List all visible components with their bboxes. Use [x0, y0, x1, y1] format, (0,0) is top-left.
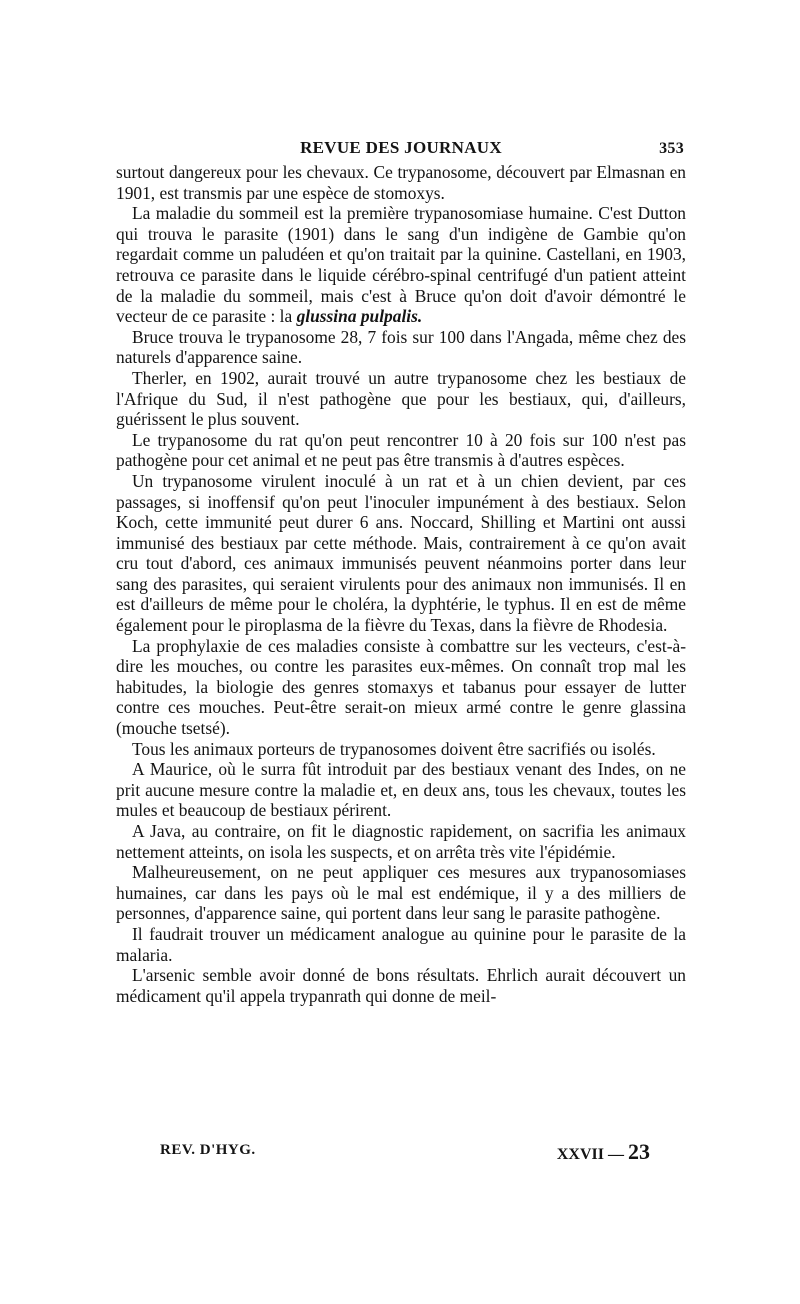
text-segment: Tous les animaux porteurs de trypanosomes doivent être sacrifiés ou isolés.	[132, 738, 656, 759]
paragraph	[116, 965, 686, 1006]
paragraph	[116, 368, 686, 430]
body-text	[116, 162, 686, 1006]
journal-abbreviation: REV. D'HYG.	[160, 1142, 256, 1158]
paragraph	[116, 821, 686, 862]
text-segment: La prophylaxie de ces maladies consiste à combattre sur les vecteurs, c'est-à-dire les mouches, ou contre les parasites eux-mêmes. On connaît trop mal les habitudes, la biologie des genres stomaxys et tabanus pour essayer de lutter contre ces mouches. Peut-être serait-on mieux armé contre le genre glassina (mouche tsetsé).	[116, 635, 686, 739]
page-number: 353	[659, 140, 684, 157]
text-segment: Malheureusement, on ne peut appliquer ces mesures aux trypanosomiases humaines, car dans les pays où le mal est endémique, il y a des milliers de personnes, d'apparence saine, qui portent dans leur sang le parasite pathogène.	[116, 862, 686, 924]
text-segment: Bruce trouva le trypanosome 28, 7 fois sur 100 dans l'Angada, même chez des naturels d'apparence saine.	[116, 326, 686, 368]
page	[116, 134, 686, 1006]
signature-number: 23	[628, 1139, 650, 1164]
paragraph	[116, 162, 686, 203]
paragraph	[116, 327, 686, 368]
text-segment: Il faudrait trouver un médicament analogue au quinine pour le parasite de la malaria.	[116, 923, 686, 965]
text-segment: A Maurice, où le surra fût introduit par des bestiaux venant des Indes, on ne prit aucune mesure contre la maladie et, en deux ans, tous les chevaux, toutes les mules et beaucoup de bestiaux périrent.	[116, 759, 686, 821]
text-segment: La maladie du sommeil est la première trypanosomiase humaine. C'est Dutton qui trouva le parasite (1901) dans le sang d'un indigène de Gambie qu'on regardait comme un paludéen et qu'on traitait par la quinine. Castellani, en 1903, retrouva ce parasite dans le liquide cérébro-spinal centrifugé d'un patient atteint de la maladie du sommeil, mais c'est à Bruce qu'on doit d'avoir démontré le vecteur de ce parasite : la	[116, 203, 686, 327]
text-segment: L'arsenic semble avoir donné de bons résultats. Ehrlich aurait découvert un médicament qu'il appela trypanrath qui donne de meil-	[116, 965, 686, 1006]
text-segment: A Java, au contraire, on fit le diagnostic rapidement, on sacrifia les animaux nettement atteints, on isola les suspects, et on arrêta très vite l'épidémie.	[116, 821, 686, 862]
paragraph	[116, 430, 686, 471]
text-segment: Therler, en 1902, aurait trouvé un autre trypanosome chez les bestiaux de l'Afrique du Sud, il n'est pathogène que pour les bestiaux, qui, d'ailleurs, guérissent le plus souvent.	[116, 367, 686, 430]
running-title: REVUE DES JOURNAUX	[300, 138, 502, 157]
running-header	[116, 134, 686, 162]
text-segment: Un trypanosome virulent inoculé à un rat et à un chien devient, par ces passages, si inoffensif qu'on peut l'inoculer impunément à des bestiaux. Selon Koch, cette immunité peut durer 6 ans. Noccard, Shilling et Martini ont aussi immunisé des bestiaux par cette méthode. Mais, contrairement à ce qu'on avait cru tout d'abord, ces animaux immunisés peuvent néanmoins porter dans leur sang des parasites, qui seraient virulents pour des animaux non immunisés. Il en est d'ailleurs de même pour le choléra, la dyphtérie, le typhus. Il en est de même également pour le piroplasma de la fièvre du Texas, dans la fièvre de Rhodesia.	[116, 470, 686, 636]
species-name: glussina pulpalis.	[296, 306, 423, 327]
paragraph	[116, 924, 686, 965]
paragraph	[116, 862, 686, 924]
paragraph	[116, 759, 686, 821]
text-segment: Le trypanosome du rat qu'on peut rencontrer 10 à 20 fois sur 100 n'est pas pathogène pour cet animal et ne peut pas être transmis à d'autres espèces.	[116, 429, 686, 471]
paragraph	[116, 739, 686, 760]
paragraph	[116, 636, 686, 739]
volume-number: XXVII	[556, 1146, 604, 1163]
paragraph	[116, 203, 686, 327]
paragraph	[116, 471, 686, 636]
signature-dash: —	[608, 1146, 624, 1163]
text-segment: surtout dangereux pour les chevaux. Ce trypanosome, découvert par Elmasnan en 1901, est transmis par une espèce de stomoxys.	[116, 162, 686, 203]
signature-mark	[557, 1139, 650, 1165]
